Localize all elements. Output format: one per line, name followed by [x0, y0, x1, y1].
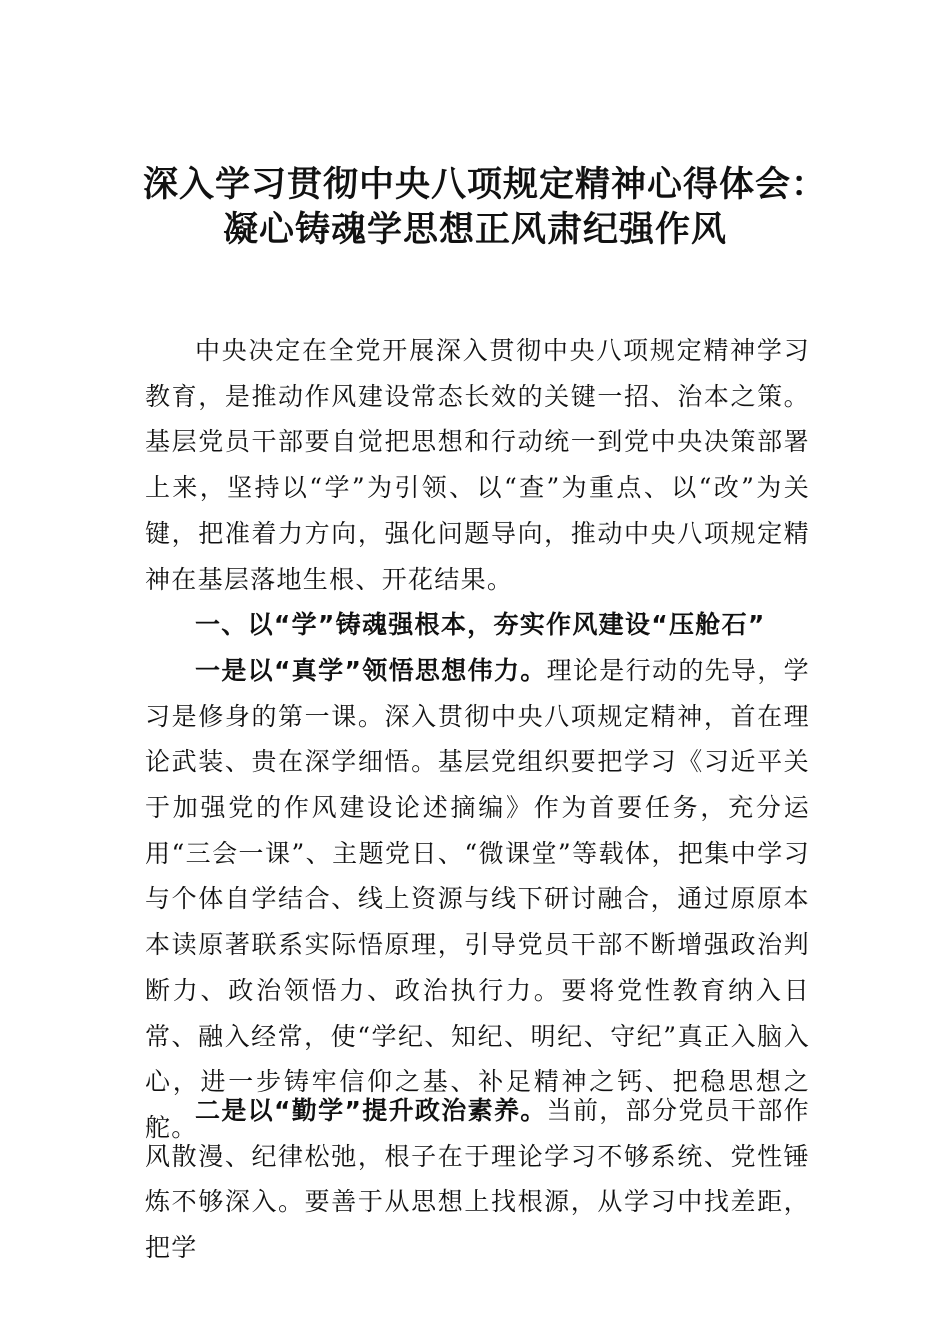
paragraph-1-lead: 一是以“真学”领悟思想伟力。	[195, 655, 547, 685]
section-heading-1: 一、以“学”铸魂强根本，夯实作风建设“压舱石”	[195, 610, 766, 640]
document-title-line-1: 深入学习贯彻中央八项规定精神心得体会：	[142, 165, 827, 205]
paragraph-2	[145, 1088, 810, 1271]
paragraph-1	[145, 648, 810, 1151]
paragraph-1-body: 理论是行动的先导，学习是修身的第一课。深入贯彻中央八项规定精神，首在理论武装、贵在深学细悟。基层党组织要把学习《习近平关于加强党的作风建设论述摘编》作为首要任务，充分运用“三会一课”、主题党日、“微课堂”等载体，把集中学习与个体自学结合、线上资源与线下研讨融合，通过原原本本读原著联系实际悟原理，引导党员干部不断增强政治判断力、政治领悟力、政治执行力。要将党性教育纳入日常、融入经常，使“学纪、知纪、明纪、守纪”真正入脑入心，进一步铸牢信仰之基、补足精神之钙、把稳思想之舵。	[145, 655, 810, 1142]
document-body-continued	[145, 1088, 810, 1271]
intro-paragraph: 中央决定在全党开展深入贯彻中央八项规定精神学习教育，是推动作风建设常态长效的关键一招、治本之策。基层党员干部要自觉把思想和行动统一到党中央决策部署上来，坚持以“学”为引领、以“查”为重点、以“改”为关键，把准着力方向，强化问题导向，推动中央八项规定精神在基层落地生根、开花结果。	[145, 336, 810, 594]
paragraph-2-lead: 二是以“勤学”提升政治素养。	[195, 1096, 547, 1125]
document-title-line-2: 凝心铸魂学思想正风肃纪强作风	[222, 210, 727, 250]
document-body	[145, 328, 810, 1151]
paragraph-2-body: 当前，部分党员干部作风散漫、纪律松弛，根子在于理论学习不够系统、党性锤炼不够深入。要善于从思想上找根源，从学习中找差距，把学	[145, 1096, 810, 1263]
